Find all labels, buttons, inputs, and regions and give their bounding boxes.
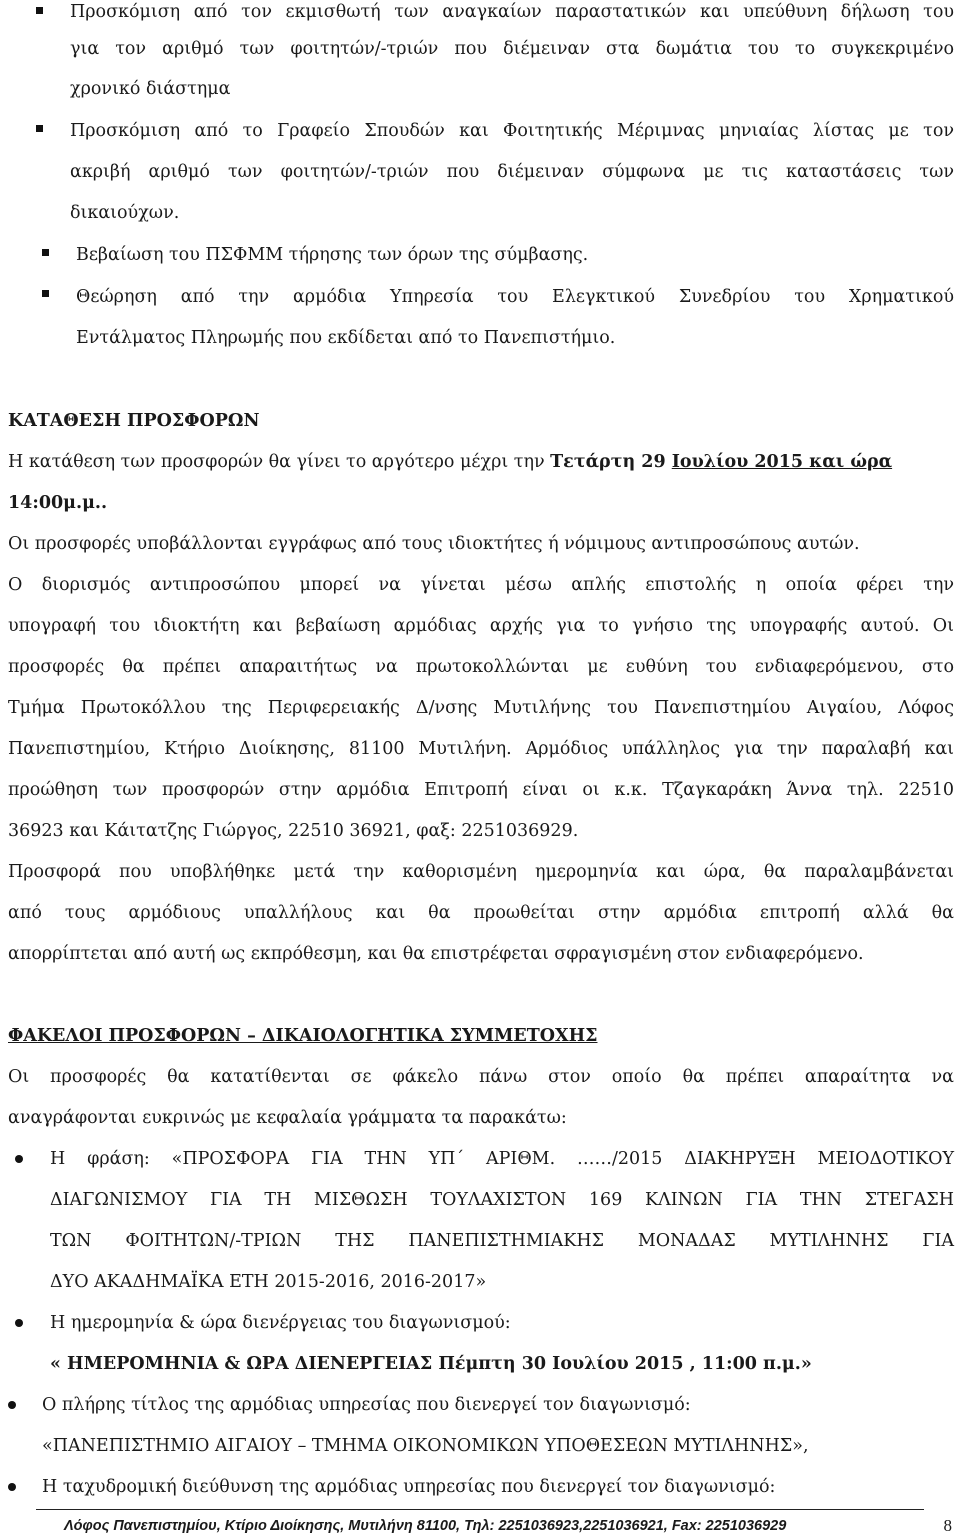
envelope-item3-value: «ΠΑΝΕΠΙΣΤΗΜΙΟ ΑΙΓΑΙΟΥ – ΤΜΗΜΑ ΟΙΚΟΝΟΜΙΚΩΝ ΥΠΟΘΕΣΕΩΝ ΜΥΤΙΛΗΝΗΣ», xyxy=(42,1436,809,1456)
round-bullet-icon xyxy=(15,1155,23,1163)
bullet1-line1: Προσκόμιση από τον εκμισθωτή των αναγκαίων παραστατικών και υπεύθυνη δήλωση του xyxy=(70,2,954,22)
deadline-prefix: Η κατάθεση των προσφορών θα γίνει το αργότερο μέχρι την xyxy=(8,452,551,472)
bullet1-line3: χρονικό διάστημα xyxy=(70,79,231,99)
bullet3-line1: Βεβαίωση του ΠΣΦΜΜ τήρησης των όρων της σύμβασης. xyxy=(76,245,589,265)
paragraph2-line1: Ο διορισμός αντιπροσώπου μπορεί να γίνεται μέσω απλής επιστολής η οποία φέρει την xyxy=(8,575,954,595)
section-heading-submission: ΚΑΤΑΘΕΣΗ ΠΡΟΣΦΟΡΩΝ xyxy=(8,411,260,431)
envelope-item1-line3: ΤΩΝ ΦΟΙΤΗΤΩΝ/-ΤΡΙΩΝ ΤΗΣ ΠΑΝΕΠΙΣΤΗΜΙΑΚΗΣ ΜΟΝΑΔΑΣ ΜΥΤΙΛΗΝΗΣ ΓΙΑ xyxy=(50,1231,954,1251)
round-bullet-icon xyxy=(15,1319,23,1327)
deadline-time: 14:00μ.μ.. xyxy=(8,493,108,513)
square-bullet-icon xyxy=(36,7,43,14)
bullet2-line3: δικαιούχων. xyxy=(70,203,180,223)
envelope-item2-line1: Η ημερομηνία & ώρα διενέργειας του διαγωνισμού: xyxy=(50,1313,511,1333)
bullet4-line2: Εντάλματος Πληρωμής που εκδίδεται από το Πανεπιστήμιο. xyxy=(76,328,616,348)
paragraph2-line6: προώθηση των προσφορών στην αρμόδια Επιτροπή είναι οι κ.κ. Τζαγκαράκη Άννα τηλ. 22510 xyxy=(8,780,954,800)
envelope-item3-line1: Ο πλήρης τίτλος της αρμόδιας υπηρεσίας που διενεργεί τον διαγωνισμό: xyxy=(42,1395,691,1415)
paragraph3-line3: απορρίπτεται από αυτή ως εκπρόθεσμη, και θα επιστρέφεται σφραγισμένη στον ενδιαφερόμενο. xyxy=(8,944,864,964)
submission-paragraph1: Οι προσφορές υποβάλλονται εγγράφως από τους ιδιοκτήτες ή νόμιμους αντιπροσώπους αυτών. xyxy=(8,534,860,554)
paragraph2-line7: 36923 και Κάιτατζης Γιώργος, 22510 36921, φαξ: 2251036929. xyxy=(8,821,579,841)
page-footer xyxy=(0,1512,960,1538)
envelopes-intro-line2: αναγράφονται ευκρινώς με κεφαλαία γράμματα τα παρακάτω: xyxy=(8,1108,567,1128)
envelope-item1-line4: ΔΥΟ ΑΚΑΔΗΜΑΪΚΑ ΕΤΗ 2015-2016, 2016-2017» xyxy=(50,1272,487,1292)
envelope-item4-line1: Η ταχυδρομική διεύθυνση της αρμόδιας υπηρεσίας που διενεργεί τον διαγωνισμό: xyxy=(42,1477,776,1497)
footer-address: Λόφος Πανεπιστημίου, Κτίριο Διοίκησης, Μυτιλήνη 81100, Τηλ: 2251036923,2251036921, Fax: 2251036929 xyxy=(64,1518,787,1534)
paragraph2-line5: Πανεπιστημίου, Κτήριο Διοίκησης, 81100 Μυτιλήνη. Αρμόδιος υπάλληλος για την παραλαβή και xyxy=(8,739,954,759)
deadline-line xyxy=(8,450,954,474)
footer-rule xyxy=(36,1509,924,1510)
deadline-date: Ιουλίου 2015 και ώρα xyxy=(671,452,893,472)
bullet2-line2: ακριβή αριθμό των φοιτητών/-τριών που διέμειναν σύμφωνα με τις καταστάσεις των xyxy=(70,162,954,182)
envelope-item2-bold: « ΗΜΕΡΟΜΗΝΙΑ & ΩΡΑ ΔΙΕΝΕΡΓΕΙΑΣ Πέμπτη 30 Ιουλίου 2015 , 11:00 π.μ.» xyxy=(50,1354,812,1374)
bullet1-line2: για τον αριθμό των φοιτητών/-τριών που διέμειναν στα δωμάτια του το συγκεκριμένο xyxy=(70,39,954,59)
round-bullet-icon xyxy=(8,1401,16,1409)
bullet4-line1: Θεώρηση από την αρμόδια Υπηρεσία του Ελεγκτικού Συνεδρίου του Χρηματικού xyxy=(76,287,954,307)
square-bullet-icon xyxy=(42,290,49,297)
paragraph2-line3: προσφορές θα πρέπει απαραιτήτως να πρωτοκολλώνται με ευθύνη του ενδιαφερόμενου, στο xyxy=(8,657,954,677)
page-number: 8 xyxy=(943,1516,952,1535)
bullet2-line1: Προσκόμιση από το Γραφείο Σπουδών και Φοιτητικής Μέριμνας μηνιαίας λίστας με τον xyxy=(70,121,954,141)
round-bullet-icon xyxy=(8,1483,16,1491)
envelopes-intro-line1: Οι προσφορές θα κατατίθενται σε φάκελο πάνω στον οποίο θα πρέπει απαραίτητα να xyxy=(8,1067,954,1087)
section-heading-envelopes: ΦΑΚΕΛΟΙ ΠΡΟΣΦΟΡΩΝ – ΔΙΚΑΙΟΛΟΓΗΤΙΚΑ ΣΥΜΜΕΤΟΧΗΣ xyxy=(8,1026,598,1046)
square-bullet-icon xyxy=(42,249,49,256)
paragraph3-line1: Προσφορά που υποβλήθηκε μετά την καθορισμένη ημερομηνία και ώρα, θα παραλαμβάνεται xyxy=(8,862,954,882)
square-bullet-icon xyxy=(36,125,43,132)
envelope-item1-line2: ΔΙΑΓΩΝΙΣΜΟΥ ΓΙΑ ΤΗ ΜΙΣΘΩΣΗ ΤΟΥΛΑΧΙΣΤΟΝ 169 ΚΛΙΝΩΝ ΓΙΑ ΤΗΝ ΣΤΕΓΑΣΗ xyxy=(50,1190,954,1210)
paragraph2-line4: Τμήμα Πρωτοκόλλου της Περιφερειακής Δ/νσης Μυτιλήνης του Πανεπιστημίου Αιγαίου, Λόφος xyxy=(8,698,954,718)
deadline-day: Τετάρτη 29 xyxy=(550,452,672,472)
paragraph2-line2: υπογραφή του ιδιοκτήτη και βεβαίωση αρμόδιας αρχής για το γνήσιο της υπογραφής αυτού. Οι xyxy=(8,616,954,636)
envelope-item1-line1: Η φράση: «ΠΡΟΣΦΟΡΑ ΓΙΑ ΤΗΝ ΥΠ΄ ΑΡΙΘΜ. ……/2015 ΔΙΑΚΗΡΥΞΗ ΜΕΙΟΔΟΤΙΚΟΥ xyxy=(50,1149,954,1169)
paragraph3-line2: από τους αρμόδιους υπαλλήλους και θα προωθείται στην αρμόδια επιτροπή αλλά θα xyxy=(8,903,954,923)
